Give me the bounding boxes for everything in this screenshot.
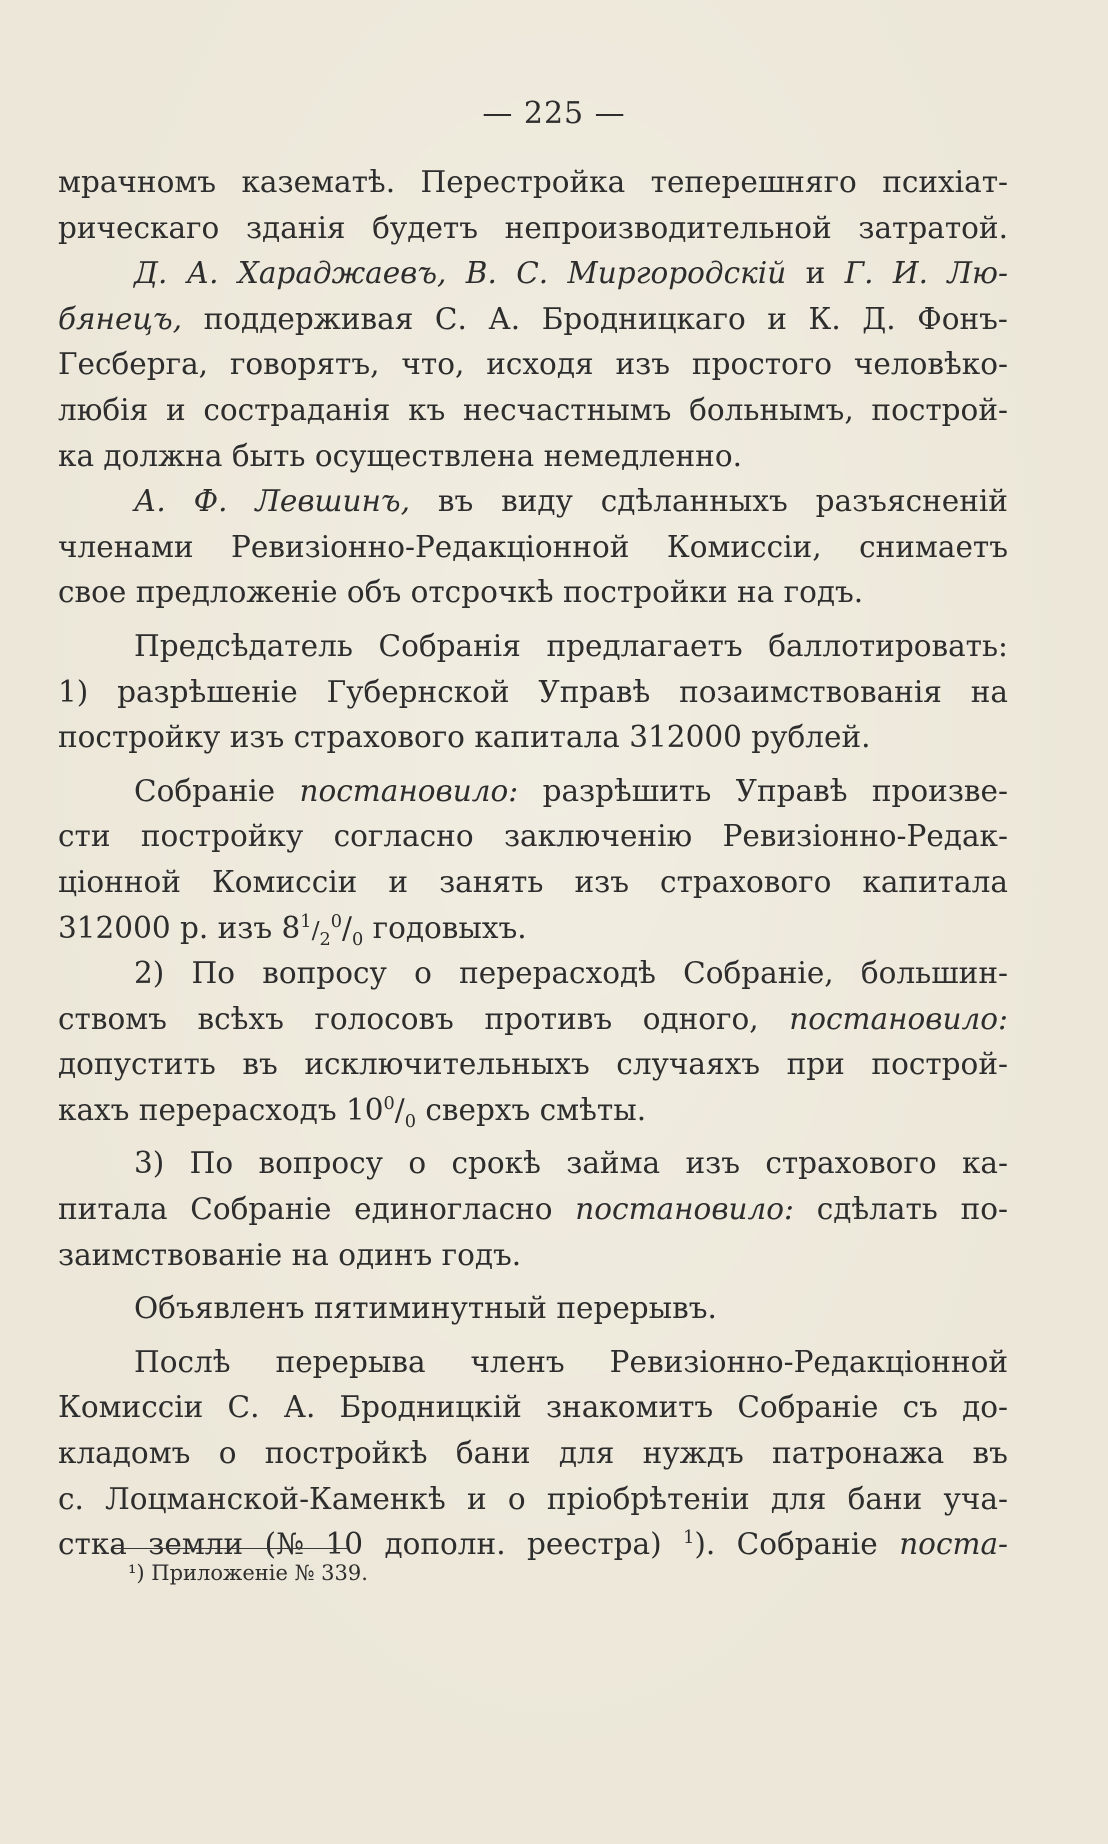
text-line: кладомъ о постройкѣ бани для нуждъ патронажа въ [58, 1436, 1008, 1471]
text-line: Послѣ перерыва членъ Ревизіонно-Редакціонной [134, 1344, 1008, 1379]
footnote-divider [112, 1548, 350, 1549]
text-line: Предсѣдатель Собранія предлагаетъ баллотировать: [134, 628, 1008, 663]
text-line: допустить въ исключительныхъ случаяхъ при построй- [58, 1047, 1008, 1082]
text-line: мрачномъ казематѣ. Перестройка теперешняго психіат- [58, 165, 1008, 199]
text-line: ствомъ всѣхъ голосовъ противъ одного, постановило: [58, 1001, 1008, 1036]
text-line: постройку изъ страхового капитала 312000 рублей. [58, 720, 871, 755]
text-line: 1) разрѣшеніе Губернской Управѣ позаимствованія на [58, 674, 1008, 709]
text-line: заимствованіе на одинъ годъ. [58, 1237, 522, 1272]
text-line: кахъ перерасходъ $10^0/_0$ сверхъ смѣты. [58, 1092, 647, 1132]
text-line: Объявленъ пятиминутный перерывъ. [134, 1291, 717, 1326]
text-line: свое предложеніе объ отсрочкѣ постройки на годъ. [58, 575, 864, 610]
text-line: питала Собраніе единогласно постановило: сдѣлать по- [58, 1192, 1008, 1227]
text-line: Собраніе постановило: разрѣшить Управѣ произве- [134, 773, 1008, 808]
text-line: членами Ревизіонно-Редакціонной Комиссіи, снимаетъ [58, 529, 1008, 564]
text-line: Гесберга, говорятъ, что, исходя изъ простого человѣко- [58, 347, 1008, 382]
text-line: с. Лоцманской-Каменкѣ и о пріобрѣтеніи для бани уча- [58, 1481, 1008, 1516]
text-line: Комиссіи С. А. Бродницкій знакомитъ Собраніе съ до- [58, 1390, 1008, 1425]
text-line: ціонной Комиссіи и занять изъ страхового капитала [58, 864, 1008, 899]
text-line: стка земли (№ 10 дополн. реестра) $^1$). Собраніе поста- [58, 1527, 1008, 1562]
text-line: бянецъ, поддерживая С. А. Бродницкаго и К. Д. Фонъ- [58, 301, 1008, 336]
page-number: — 225 — [482, 96, 626, 131]
text-line: 312000 р. изъ $8^1/_2^0/_0$ годовыхъ. [58, 910, 527, 950]
text-line: Д. А. Хараджаевъ, В. С. Миргородскій и Г. И. Лю- [134, 256, 1008, 291]
text-line: А. Ф. Левшинъ, въ виду сдѣланныхъ разъясненій [134, 484, 1008, 519]
text-line: 2) По вопросу о перерасходѣ Собраніе, большин- [134, 956, 1008, 991]
text-line: любія и состраданія къ несчастнымъ больнымъ, построй- [58, 392, 1008, 427]
text-line: сти постройку согласно заключенію Ревизіонно-Редак- [58, 819, 1008, 854]
footnote: ¹) Приложеніе № 339. [128, 1561, 368, 1585]
text-line: ка должна быть осуществлена немедленно. [58, 438, 742, 473]
text-line: 3) По вопросу о срокѣ займа изъ страхового ка- [134, 1146, 1008, 1181]
body-text [58, 160, 1008, 1568]
text-line: рическаго зданія будетъ непроизводительной затратой. [58, 210, 1008, 245]
